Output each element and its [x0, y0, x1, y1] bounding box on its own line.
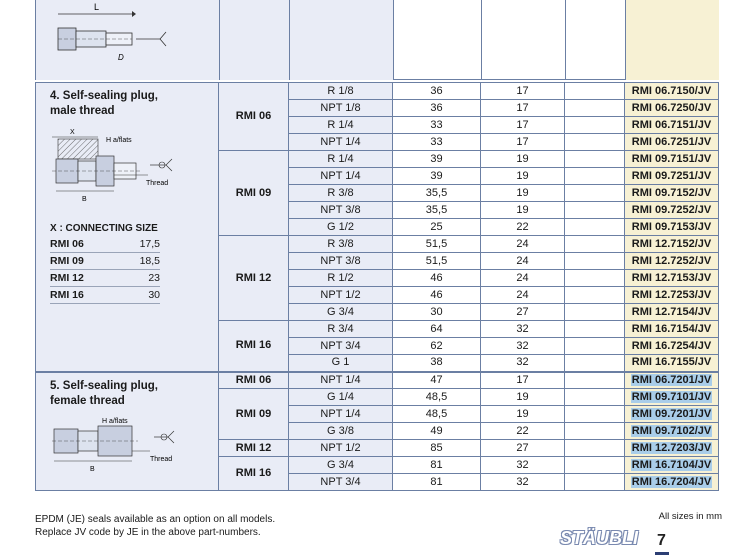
- x-cell: 36: [393, 83, 481, 100]
- part-number-cell: [625, 338, 719, 355]
- part-number: RMI 16.7204/JV: [631, 475, 712, 488]
- x-cell: 51,5: [393, 253, 481, 270]
- part-number-cell: [625, 372, 719, 389]
- part-number: RMI 06.7150/JV: [631, 84, 712, 97]
- connecting-size-title: X : CONNECTING SIZE: [50, 223, 158, 234]
- footnote-line-2: Replace JV code by JE in the above part-numbers.: [35, 527, 261, 538]
- blank-cell: [565, 457, 625, 474]
- thread-cell: NPT 1/4: [289, 372, 393, 389]
- part-number-cell: [625, 236, 719, 253]
- connecting-size-row: [50, 270, 160, 287]
- part-number: RMI 16.7155/JV: [631, 356, 712, 369]
- previous-section-block: [35, 0, 718, 80]
- page-number-bar: [655, 552, 669, 555]
- blank-cell: [565, 406, 625, 423]
- part-number-cell: [625, 440, 719, 457]
- series-cell: RMI 09: [219, 151, 289, 236]
- thread-cell: R 1/2: [289, 270, 393, 287]
- part-number: RMI 09.7152/JV: [631, 186, 712, 199]
- section4-title-2: male thread: [50, 105, 115, 117]
- blank-cell: [565, 100, 625, 117]
- series-cell: RMI 06: [219, 372, 289, 389]
- page-number: 7: [657, 532, 666, 549]
- part-number-cell: [625, 389, 719, 406]
- part-number: RMI 09.7201/JV: [631, 407, 712, 420]
- blank-cell: [565, 474, 625, 491]
- part-number-cell: [625, 185, 719, 202]
- product-table: [35, 82, 719, 491]
- part-number: RMI 09.7251/JV: [631, 169, 712, 182]
- series-cell: RMI 16: [219, 457, 289, 491]
- blank-cell: [565, 236, 625, 253]
- blank-cell: [565, 168, 625, 185]
- x-cell: 33: [393, 134, 481, 151]
- thread-cell: G 3/4: [289, 457, 393, 474]
- connecting-size-series: RMI 09: [50, 255, 84, 267]
- part-number-cell: [625, 406, 719, 423]
- connecting-size-value: 17,5: [139, 238, 160, 250]
- previous-blank-cell: [565, 0, 625, 80]
- h-cell: 32: [481, 355, 565, 372]
- thread-cell: G 1/2: [289, 219, 393, 236]
- x-cell: 46: [393, 270, 481, 287]
- h-cell: 19: [481, 202, 565, 219]
- part-number-cell: [625, 321, 719, 338]
- thread-cell: R 3/8: [289, 236, 393, 253]
- x-cell: 51,5: [393, 236, 481, 253]
- thread-cell: G 1/4: [289, 389, 393, 406]
- x-cell: 38: [393, 355, 481, 372]
- h-cell: 24: [481, 253, 565, 270]
- male-plug-drawing: [50, 125, 190, 207]
- connecting-size-series: RMI 06: [50, 238, 84, 250]
- h-cell: 32: [481, 474, 565, 491]
- h-cell: 17: [481, 100, 565, 117]
- x-cell: 64: [393, 321, 481, 338]
- blank-cell: [565, 287, 625, 304]
- label-x: X: [70, 129, 75, 136]
- part-number: RMI 12.7153/JV: [631, 271, 712, 284]
- label-b-female: B: [90, 465, 95, 473]
- series-cell: RMI 09: [219, 389, 289, 440]
- blank-cell: [565, 117, 625, 134]
- part-number-cell: [625, 168, 719, 185]
- thread-cell: R 3/8: [289, 185, 393, 202]
- thread-cell: NPT 1/8: [289, 100, 393, 117]
- thread-cell: NPT 3/8: [289, 202, 393, 219]
- series-cell: RMI 12: [219, 236, 289, 321]
- part-number: RMI 09.7101/JV: [631, 390, 712, 403]
- thread-cell: R 1/4: [289, 117, 393, 134]
- part-number: RMI 09.7151/JV: [631, 152, 712, 165]
- previous-x-cell: [393, 0, 481, 80]
- part-number: RMI 09.7102/JV: [631, 424, 712, 437]
- blank-cell: [565, 219, 625, 236]
- part-number-cell: [625, 474, 719, 491]
- h-cell: 19: [481, 185, 565, 202]
- h-cell: 32: [481, 321, 565, 338]
- label-thread: Thread: [146, 180, 169, 187]
- h-cell: 22: [481, 423, 565, 440]
- blank-cell: [565, 338, 625, 355]
- thread-cell: NPT 3/8: [289, 253, 393, 270]
- thread-cell: NPT 1/4: [289, 406, 393, 423]
- part-number-cell: [625, 355, 719, 372]
- blank-cell: [565, 423, 625, 440]
- section5-title-2: female thread: [50, 394, 125, 407]
- part-number: RMI 12.7253/JV: [631, 288, 712, 301]
- x-cell: 25: [393, 219, 481, 236]
- h-cell: 19: [481, 151, 565, 168]
- part-number-cell: [625, 287, 719, 304]
- x-cell: 35,5: [393, 185, 481, 202]
- blank-cell: [565, 134, 625, 151]
- h-cell: 22: [481, 219, 565, 236]
- thread-cell: R 3/4: [289, 321, 393, 338]
- connecting-size-value: 30: [148, 289, 160, 301]
- blank-cell: [565, 270, 625, 287]
- connecting-size-row: [50, 236, 160, 253]
- x-cell: 85: [393, 440, 481, 457]
- thread-cell: NPT 1/2: [289, 287, 393, 304]
- part-number: RMI 16.7104/JV: [631, 458, 712, 471]
- x-cell: 48,5: [393, 406, 481, 423]
- part-number-cell: [625, 100, 719, 117]
- blank-cell: [565, 202, 625, 219]
- part-number: RMI 16.7254/JV: [631, 339, 712, 352]
- connecting-size-series: RMI 16: [50, 289, 84, 301]
- previous-drawing-cell: [36, 0, 219, 80]
- female-plug-drawing: [50, 415, 190, 477]
- h-cell: 27: [481, 440, 565, 457]
- x-cell: 35,5: [393, 202, 481, 219]
- previous-series-cell: [219, 0, 289, 80]
- x-cell: 36: [393, 100, 481, 117]
- section4-description: [36, 83, 219, 372]
- series-cell: RMI 12: [219, 440, 289, 457]
- part-number: RMI 12.7154/JV: [631, 305, 712, 318]
- part-number: RMI 12.7203/JV: [631, 441, 712, 454]
- connecting-size-value: 23: [148, 272, 160, 284]
- h-cell: 32: [481, 338, 565, 355]
- label-b: B: [82, 196, 87, 203]
- blank-cell: [565, 440, 625, 457]
- section5-title-1: 5. Self-sealing plug,: [50, 379, 158, 392]
- section5-description: [36, 372, 219, 491]
- part-number: RMI 06.7251/JV: [631, 135, 712, 148]
- units-note: All sizes in mm: [658, 511, 722, 522]
- h-cell: 24: [481, 236, 565, 253]
- x-cell: 62: [393, 338, 481, 355]
- x-cell: 30: [393, 304, 481, 321]
- footnote-line-1: EPDM (JE) seals available as an option on all models.: [35, 514, 276, 525]
- thread-cell: G 3/8: [289, 423, 393, 440]
- product-table-body: [36, 83, 719, 491]
- x-cell: 33: [393, 117, 481, 134]
- h-cell: 24: [481, 270, 565, 287]
- x-cell: 49: [393, 423, 481, 440]
- blank-cell: [565, 304, 625, 321]
- label-l: L: [94, 2, 100, 12]
- part-number-cell: [625, 253, 719, 270]
- part-number-cell: [625, 423, 719, 440]
- label-h-female: H a/flats: [102, 417, 128, 425]
- h-cell: 27: [481, 304, 565, 321]
- h-cell: 19: [481, 389, 565, 406]
- thread-cell: NPT 3/4: [289, 474, 393, 491]
- section4-title-1: 4. Self-sealing plug,: [50, 90, 158, 102]
- blank-cell: [565, 253, 625, 270]
- part-number: RMI 06.7201/JV: [631, 373, 712, 386]
- h-cell: 24: [481, 287, 565, 304]
- blank-cell: [565, 372, 625, 389]
- part-number: RMI 12.7252/JV: [631, 254, 712, 267]
- blank-cell: [565, 355, 625, 372]
- part-number-cell: [625, 117, 719, 134]
- x-cell: 81: [393, 457, 481, 474]
- x-cell: 81: [393, 474, 481, 491]
- h-cell: 17: [481, 372, 565, 389]
- h-cell: 19: [481, 168, 565, 185]
- h-cell: 19: [481, 406, 565, 423]
- connecting-size-value: 18,5: [139, 255, 160, 267]
- h-cell: 17: [481, 83, 565, 100]
- label-thread-female: Thread: [150, 455, 173, 463]
- part-number: RMI 16.7154/JV: [631, 322, 712, 335]
- blank-cell: [565, 185, 625, 202]
- x-cell: 39: [393, 151, 481, 168]
- label-d: D: [118, 53, 124, 62]
- h-cell: 17: [481, 117, 565, 134]
- part-number: RMI 09.7153/JV: [631, 220, 712, 233]
- part-number: RMI 06.7250/JV: [631, 101, 712, 114]
- part-number-cell: [625, 304, 719, 321]
- connecting-size-series: RMI 12: [50, 272, 84, 284]
- series-cell: RMI 06: [219, 83, 289, 151]
- connecting-size-row: [50, 287, 160, 304]
- part-number-cell: [625, 270, 719, 287]
- staubli-logo: STÄUBLI: [560, 528, 638, 548]
- thread-cell: R 1/4: [289, 151, 393, 168]
- label-h: H a/flats: [106, 137, 132, 144]
- table-row: [36, 83, 719, 100]
- thread-cell: NPT 1/2: [289, 440, 393, 457]
- blank-cell: [565, 83, 625, 100]
- previous-thread-cell: [289, 0, 393, 80]
- x-cell: 48,5: [393, 389, 481, 406]
- part-number-cell: [625, 83, 719, 100]
- part-number-cell: [625, 151, 719, 168]
- previous-h-cell: [481, 0, 565, 80]
- part-number: RMI 06.7151/JV: [631, 118, 712, 131]
- h-cell: 32: [481, 457, 565, 474]
- thread-cell: NPT 1/4: [289, 134, 393, 151]
- x-cell: 46: [393, 287, 481, 304]
- plug-drawing-top: [36, 0, 219, 80]
- thread-cell: G 1: [289, 355, 393, 372]
- part-number: RMI 09.7252/JV: [631, 203, 712, 216]
- connecting-size-row: [50, 253, 160, 270]
- h-cell: 17: [481, 134, 565, 151]
- x-cell: 39: [393, 168, 481, 185]
- blank-cell: [565, 321, 625, 338]
- part-number-cell: [625, 134, 719, 151]
- thread-cell: G 3/4: [289, 304, 393, 321]
- thread-cell: R 1/8: [289, 83, 393, 100]
- part-number-cell: [625, 457, 719, 474]
- part-number: RMI 12.7152/JV: [631, 237, 712, 250]
- previous-part-cell: [625, 0, 719, 80]
- thread-cell: NPT 1/4: [289, 168, 393, 185]
- blank-cell: [565, 389, 625, 406]
- x-cell: 47: [393, 372, 481, 389]
- thread-cell: NPT 3/4: [289, 338, 393, 355]
- part-number-cell: [625, 219, 719, 236]
- part-number-cell: [625, 202, 719, 219]
- series-cell: RMI 16: [219, 321, 289, 372]
- table-row: [36, 372, 719, 389]
- blank-cell: [565, 151, 625, 168]
